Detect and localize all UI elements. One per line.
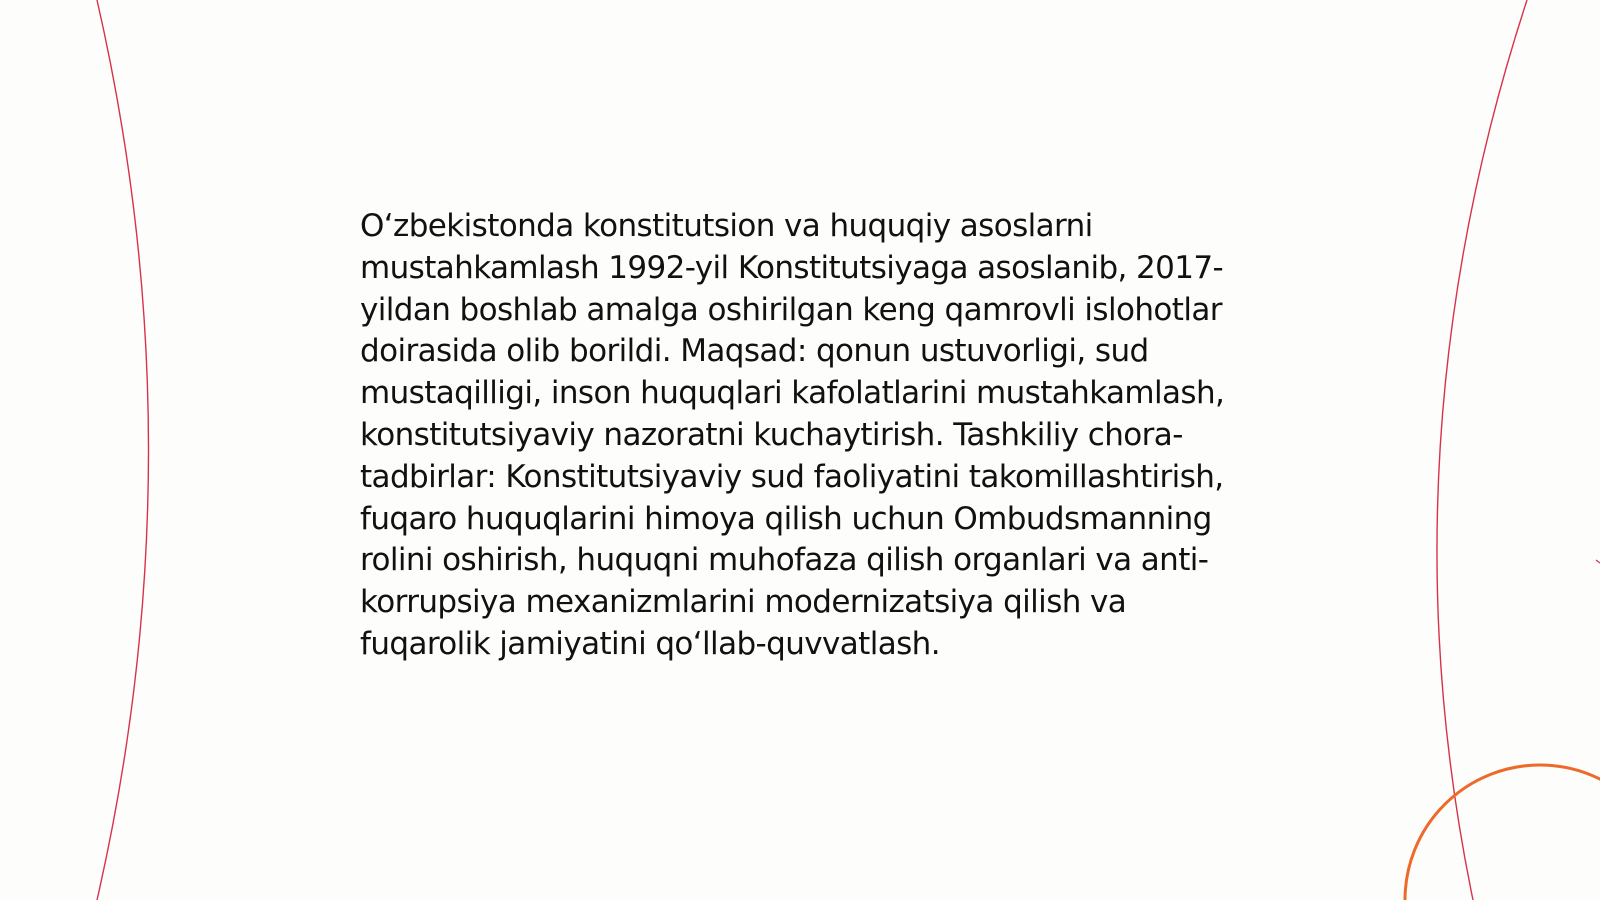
right-curve-line: [1437, 0, 1527, 900]
slide-body-text: O‘zbekistonda konstitutsion va huquqiy asoslarni mustahkamlash 1992-yil Konstitutsiyaga asoslanib, 2017-yildan boshlab amalga oshirilgan keng qamrovli islohotlar doirasida olib borildi. Maqsad: qonun ustuvorligi, sud mustaqilligi, inson huquqlari kafolatlarini mustahkamlash, konstitutsiyaviy nazoratni kuchaytirish. Tashkiliy chora-tadbirlar: Konstitutsiyaviy sud faoliyatini takomillashtirish, fuqaro huquqlarini himoya qilish uchun Ombudsmanning rolini oshirish, huquqni muhofaza qilish organlari va anti-korrupsiya mexanizmlarini modernizatsiya qilish va fuqarolik jamiyatini qo‘llab-quvvatlash.: [360, 208, 1225, 662]
left-curve-line: [97, 0, 149, 900]
orange-circle-arc: [1405, 765, 1600, 900]
small-edge-tick: [1596, 560, 1600, 563]
